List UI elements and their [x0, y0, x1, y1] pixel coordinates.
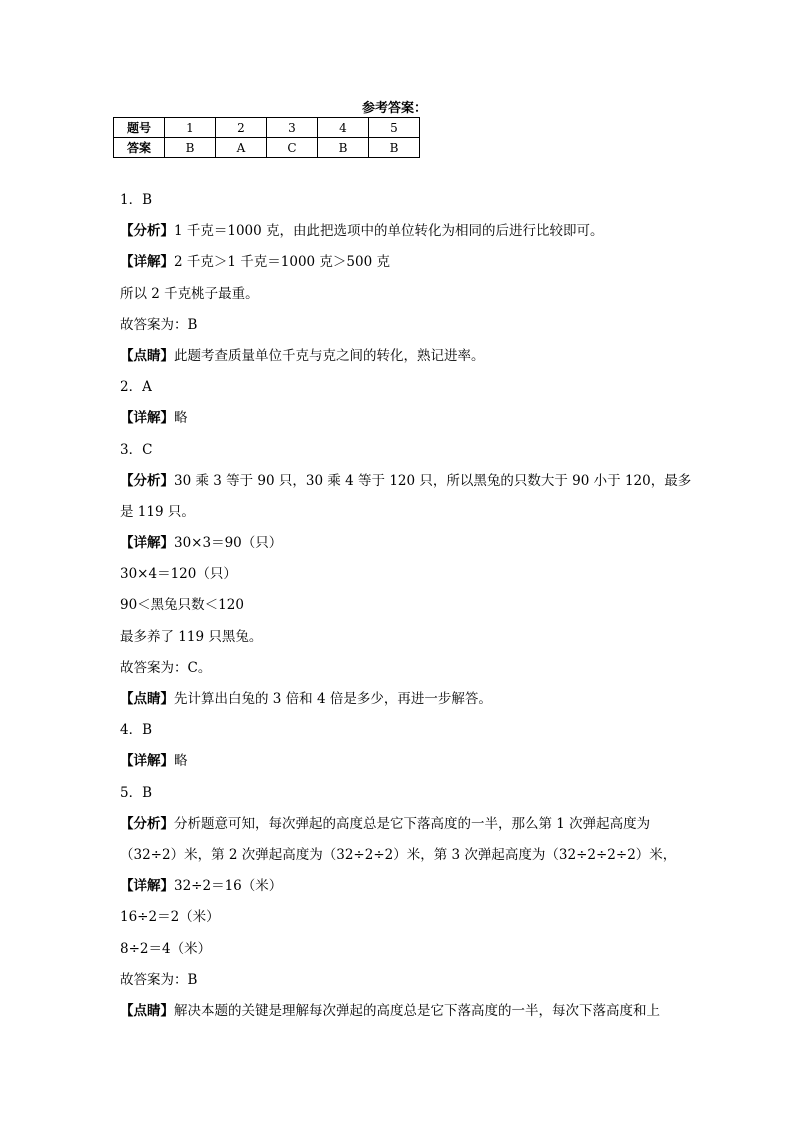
explanation-line — [120, 185, 700, 216]
line-text: 故答案为：C。 — [120, 659, 212, 676]
line-text: 此题考查质量单位千克与克之间的转化，熟记进率。 — [174, 347, 485, 364]
question-number-cell: 4 — [318, 118, 369, 138]
explanation-line — [120, 216, 700, 247]
line-text: 5．B — [120, 784, 153, 801]
section-tag: 【点睛】 — [120, 1002, 174, 1019]
explanation-line — [120, 902, 700, 933]
explanation-line — [120, 403, 700, 434]
answer-table — [113, 117, 420, 158]
explanation-line — [120, 341, 700, 372]
section-tag: 【详解】 — [120, 535, 174, 552]
explanation-line — [120, 435, 700, 466]
line-text: 3．C — [120, 441, 153, 458]
line-text: 是 119 只。 — [120, 503, 195, 520]
line-text: 30 乘 3 等于 90 只，30 乘 4 等于 120 只，所以黑兔的只数大于 90 小于 120，最多 — [174, 472, 692, 489]
section-tag: 【分析】 — [120, 815, 174, 832]
explanation-line — [120, 372, 700, 403]
line-text: 故答案为：B — [120, 316, 198, 333]
section-tag: 【点睛】 — [120, 691, 174, 707]
explanation-line — [120, 247, 700, 278]
explanation-line — [120, 871, 700, 902]
explanation-line — [120, 684, 700, 715]
answer-cell: B — [318, 138, 369, 158]
question-number-cell: 2 — [216, 118, 267, 138]
line-text: 4．B — [120, 722, 153, 739]
explanation-line — [120, 559, 700, 590]
explanation-line — [120, 279, 700, 310]
line-text: （32÷2）米，第 2 次弹起高度为（32÷2÷2）米，第 3 次弹起高度为（32÷2÷2÷2）米， — [120, 846, 677, 863]
line-text: 故答案为：B — [120, 971, 198, 988]
section-tag: 【分析】 — [120, 223, 174, 240]
explanation-line — [120, 746, 700, 777]
line-text: 16÷2＝2（米） — [120, 909, 220, 926]
line-text: 分析题意可知，每次弹起的高度总是它下落高度的一半，那么第 1 次弹起高度为 — [174, 815, 651, 832]
line-text: 最多养了 119 只黑兔。 — [120, 628, 263, 645]
explanation-line — [120, 310, 700, 341]
section-tag: 【详解】 — [120, 410, 174, 427]
explanation-line — [120, 466, 700, 497]
section-tag: 【分析】 — [120, 472, 174, 489]
section-tag: 【详解】 — [120, 753, 174, 770]
line-text: 30×3＝90（只） — [174, 535, 283, 552]
explanation-line — [120, 622, 700, 653]
explanation-line — [120, 778, 700, 809]
explanation-line — [120, 497, 700, 528]
question-number-row — [114, 118, 420, 138]
answer-cell: B — [165, 138, 216, 158]
explanation-line — [120, 715, 700, 746]
explanation-body — [120, 185, 700, 1027]
explanation-line — [120, 809, 700, 840]
section-tag: 【详解】 — [120, 878, 174, 895]
answer-cell: A — [216, 138, 267, 158]
line-text: 所以 2 千克桃子最重。 — [120, 285, 259, 302]
answer-cell: B — [369, 138, 420, 158]
line-text: 1．B — [120, 192, 153, 208]
line-text: 1 千克＝1000 克，由此把选项中的单位转化为相同的后进行比较即可。 — [174, 223, 604, 240]
line-text: 32÷2＝16（米） — [174, 878, 283, 895]
line-text: 30×4＝120（只） — [120, 566, 237, 583]
answer-label: 答案 — [114, 138, 165, 158]
line-text: 解决本题的关键是理解每次弹起的高度总是它下落高度的一半，每次下落高度和上 — [174, 1002, 660, 1019]
explanation-line — [120, 590, 700, 621]
question-number-cell: 5 — [369, 118, 420, 138]
answer-row — [114, 138, 420, 158]
line-text: 略 — [174, 753, 188, 770]
question-number-cell: 3 — [267, 118, 318, 138]
line-text: 先计算出白兔的 3 倍和 4 倍是多少，再进一步解答。 — [174, 691, 492, 707]
question-number-cell: 1 — [165, 118, 216, 138]
answer-key-heading: 参考答案： — [362, 101, 428, 116]
line-text: 8÷2＝4（米） — [120, 940, 212, 957]
explanation-line — [120, 996, 700, 1027]
line-text: 2 千克＞1 千克＝1000 克＞500 克 — [174, 254, 390, 271]
answer-cell: C — [267, 138, 318, 158]
line-text: 90＜黑兔只数＜120 — [120, 597, 244, 614]
section-tag: 【点睛】 — [120, 347, 174, 364]
section-tag: 【详解】 — [120, 254, 174, 271]
explanation-line — [120, 528, 700, 559]
explanation-line — [120, 965, 700, 996]
line-text: 略 — [174, 410, 188, 427]
line-text: 2．A — [120, 379, 152, 396]
question-number-label: 题号 — [114, 118, 165, 138]
explanation-line — [120, 840, 700, 871]
explanation-line — [120, 934, 700, 965]
explanation-line — [120, 653, 700, 684]
